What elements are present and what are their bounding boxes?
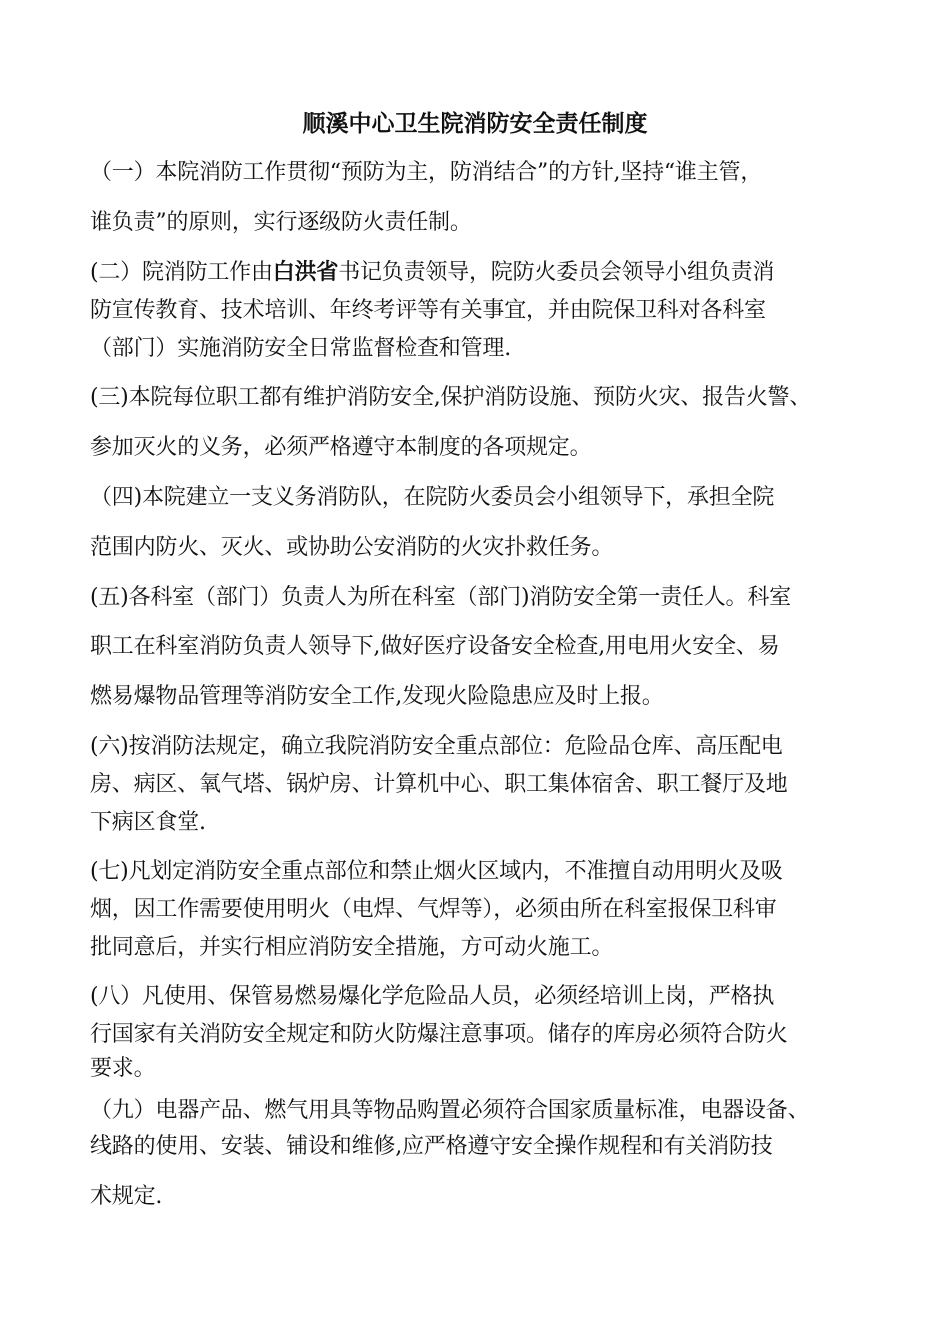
p8-line-2: 行国家有关消防安全规定和防火防爆注意事项。储存的库房必须符合防火 (90, 1022, 788, 1047)
p7-line-2: 烟，因工作需要使用明火（电焊、气焊等），必须由所在科室报保卫科审 (90, 897, 777, 922)
p9-line-2: 线路的使用、安装、铺设和维修,应严格遵守安全操作规程和有关消防技 (90, 1134, 773, 1159)
p2-line-1 (90, 256, 882, 290)
p7-line-1: (七)凡划定消防安全重点部位和禁止烟火区域内，不准擅自动用明火及吸 (90, 859, 783, 884)
p2-suffix: 书记负责领导，院防火委员会领导小组负责消 (338, 260, 775, 285)
p8-line-3: 要求。 (90, 1056, 156, 1081)
p6-line-1: (六)按消防法规定，确立我院消防安全重点部位：危险品仓库、高压配电 (90, 734, 783, 759)
p2-line-3: （部门）实施消防安全日常监督检查和管理. (90, 336, 511, 361)
p8-line-1: (八）凡使用、保管易燃易爆化学危险品人员，必须经培训上岗，严格执 (90, 984, 775, 1009)
p6-line-3: 下病区食堂. (90, 810, 206, 835)
p9-line-3: 术规定. (90, 1184, 163, 1209)
p2-prefix: (二）院消防工作由 (90, 260, 273, 285)
document-title: 顺溪中心卫生院消防安全责任制度 (302, 111, 648, 137)
p2-line-2: 防宣传教育、技术培训、年终考评等有关事宜，并由院保卫科对各科室 (90, 298, 766, 323)
p1-line-2: 谁负责”的原则，实行逐级防火责任制。 (90, 210, 472, 235)
p5-line-2: 职工在科室消防负责人领导下,做好医疗设备安全检查,用电用火安全、易 (90, 634, 780, 659)
responsible-person-name: 白洪省 (272, 260, 339, 285)
p3-line-1: (三)本院每位职工都有维护消防安全,保护消防设施、预防火灾、报告火警、 (90, 385, 812, 410)
p5-line-3: 燃易爆物品管理等消防安全工作,发现火险隐患应及时上报。 (90, 684, 664, 709)
p3-line-2: 参加灭火的义务，必须严格遵守本制度的各项规定。 (90, 435, 592, 460)
p9-line-1: （九）电器产品、燃气用具等物品购置必须符合国家质量标准，电器设备、 (90, 1098, 810, 1123)
p4-line-1: （四)本院建立一支义务消防队，在院防火委员会小组领导下，承担全院 (90, 485, 775, 510)
p4-line-2: 范围内防火、灭火、或协助公安消防的火灾扑救任务。 (90, 535, 614, 560)
p5-line-1: (五)各科室（部门）负责人为所在科室（部门)消防安全第一责任人。科室 (90, 585, 791, 610)
p1-line-1: （一）本院消防工作贯彻“预防为主，防消结合”的方针,坚持“谁主管， (90, 160, 763, 185)
p7-line-3: 批同意后，并实行相应消防安全措施，方可动火施工。 (90, 935, 614, 960)
p6-line-2: 房、病区、氧气塔、锅炉房、计算机中心、职工集体宿舍、职工餐厅及地 (90, 772, 788, 797)
